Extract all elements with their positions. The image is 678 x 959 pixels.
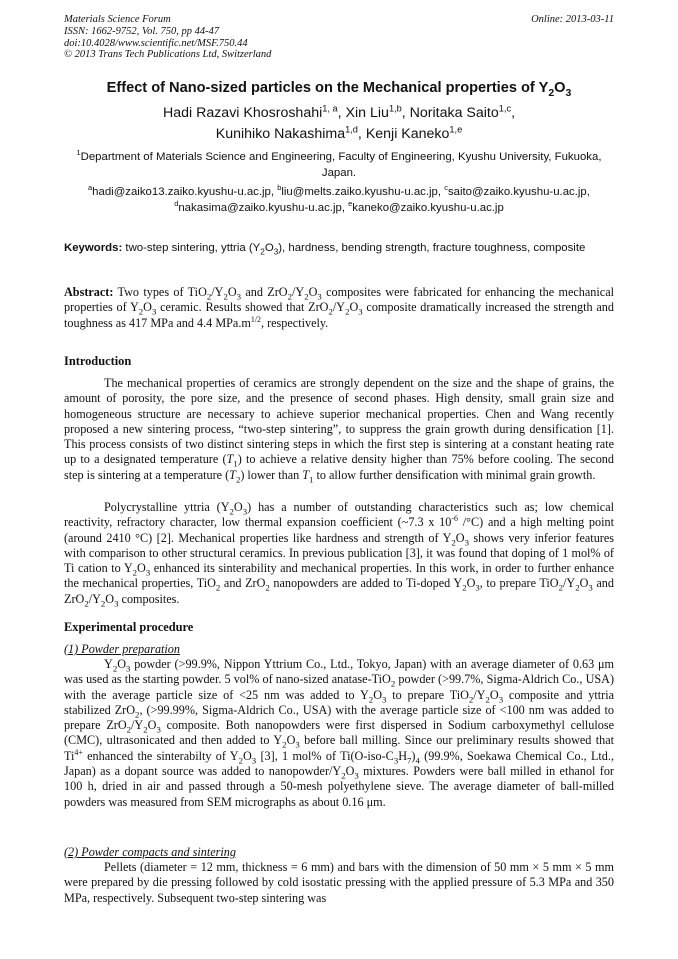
exp-text: powder (>99.9%, Nippon Yttrium Co., Ltd., Tokyo, Japan) with an average diameter of 0.63 μm was used as the starting powder. 5 vol% of nano-sized anatase-TiO <box>64 657 614 687</box>
author-sep: , <box>337 105 346 121</box>
title-subscript: 3 <box>565 86 572 99</box>
exp-text: O <box>117 657 127 671</box>
abstract-sub: 3 <box>358 306 363 317</box>
exp-text: O <box>242 748 252 763</box>
affiliation <box>64 150 614 181</box>
intro-text: /Y <box>88 591 101 606</box>
intro-sub: 2 <box>575 582 580 593</box>
intro-text: O <box>137 561 146 576</box>
exp-sub: 3 <box>354 770 359 781</box>
intro-sub: 2 <box>235 474 241 485</box>
author-list <box>64 103 614 145</box>
keywords-text: O <box>264 242 274 254</box>
intro-sub: 2 <box>451 537 456 548</box>
journal-issn: ISSN: 1662-9752, Vol. 750, pp 44-47 <box>64 25 220 37</box>
intro-sub: 2 <box>215 582 221 593</box>
exp-sub: 2 <box>390 678 396 689</box>
intro-text: /Y <box>563 576 576 591</box>
exp-text: , (>99.99%, Sigma-Aldrich Co., USA) with the average particle size of <100 nm was added to prepare ZrO <box>64 702 614 733</box>
exp-sub: 2 <box>143 724 148 735</box>
exp-text: powder (>99.7%, Sigma-Aldrich Co., USA) with the average particle size of <25 nm was added to Y <box>64 672 615 702</box>
exp-sub: 3 <box>156 724 161 735</box>
affiliation-sup: 1 <box>76 148 81 158</box>
abstract-label: Abstract: <box>64 285 114 299</box>
intro-sub: 3 <box>145 567 151 578</box>
abstract-text: composites were fabricated for enhancing the mechanical properties of Y <box>64 285 614 315</box>
intro-text: O <box>579 576 589 591</box>
subsection-powder-preparation: (1) Powder preparation <box>64 642 180 656</box>
exp-text: mixtures. Powders were ball milled in ethanol for 100 h, dried in air and passed through a 50-mesh polyethylene sieve. The average diameter of ball-milled powders was measured from SEM micrographs as about 0.16 μm. <box>64 764 614 809</box>
email-address: kaneko@zaiko.kyushu-u.ac.jp <box>352 201 504 214</box>
intro-text: O <box>466 576 476 591</box>
intro-text: Polycrystalline yttria (Y <box>104 500 230 514</box>
email-sup: e <box>348 198 353 208</box>
intro-sub: 1 <box>233 458 238 469</box>
intro-sub: 2 <box>132 567 138 578</box>
exp-text: ) <box>411 748 416 763</box>
exp-sub: 2 <box>112 663 118 674</box>
intro-var: T <box>226 452 234 467</box>
intro-sub: 2 <box>265 582 270 593</box>
intro-text: The mechanical properties of ceramics are strongly dependent on the size and the shape of grains, the amount of porosity, the pore size, and the presence of second phases. High density, small grain size and homogeneous structure are necessary to achieve superior mechanical properties. Chen and Wang recently proposed a new sintering process, “two-step sintering”, to suppress the grain growth during densification [1]. This process consists of two distinct sintering steps in which the first step is sintering at a constant heating rate up to a designated temperature ( <box>64 376 614 467</box>
exp-text: (99.9%, Soekawa Chemical Co., Ltd., Japan) as a dopant source was added to nanopowder/Y <box>64 748 614 779</box>
abstract-text: O <box>227 285 237 299</box>
paper-title <box>64 80 614 99</box>
exp-sub: 3 <box>393 755 399 766</box>
introduction-heading: Introduction <box>64 354 132 368</box>
keywords-text: two-step sintering, yttria (Y <box>122 242 261 254</box>
author-sup: 1,c <box>498 103 512 114</box>
email-address: hadi@zaiko13.zaiko.kyushu-u.ac.jp, <box>92 186 278 198</box>
intro-text: /°C) and a high melting point (around 2410 °C) [2]. Mechanical properties like hardness and strength of Y <box>64 515 614 545</box>
author-sep: , <box>511 105 516 121</box>
intro-text: enhanced its sinterability and mechanical properties. In this work, in order to further enhance the mechanical properties, TiO <box>64 561 615 591</box>
intro-var: T <box>229 467 236 482</box>
journal-header <box>64 14 614 61</box>
exp-text: to prepare TiO <box>386 687 469 702</box>
email-address: nakasima@zaiko.kyushu-u.ac.jp, <box>178 201 349 214</box>
affiliation-text: Department of Materials Science and Engineering, Faculty of Engineering, Kyushu University, Fukuoka, Japan. <box>80 151 602 179</box>
intro-sub: 1 <box>309 474 314 485</box>
exp-text: composite and yttria stabilized ZrO <box>64 687 614 717</box>
exp-sub: 3 <box>382 694 387 705</box>
exp-text: /Y <box>131 718 144 733</box>
abstract-text: /Y <box>292 285 305 299</box>
abstract-sub: 3 <box>151 306 157 317</box>
intro-sub: 3 <box>475 582 480 593</box>
abstract-sub: 3 <box>317 291 322 302</box>
intro-text: composites. <box>118 591 180 606</box>
exp-sup: 4+ <box>74 747 83 757</box>
intro-sub: 2 <box>84 598 89 609</box>
email-sup: d <box>174 198 179 208</box>
abstract-text: O <box>143 300 152 315</box>
intro-sub: 3 <box>588 582 593 593</box>
exp-text: [3], 1 mol% of Ti(O-iso-C <box>256 748 394 763</box>
exp-sub: 2 <box>126 724 132 735</box>
exp-sub: 2 <box>368 694 374 705</box>
author-line-1 <box>64 103 614 124</box>
journal-copyright: © 2013 Trans Tech Publications Ltd, Switzerland <box>64 49 272 61</box>
intro-text: , to prepare TiO <box>479 576 559 591</box>
intro-text: nanopowders are added to Ti-doped Y <box>269 576 463 591</box>
abstract-text: composite dramatically increased the strength and toughness as 417 MPa and 4.4 MPa.m <box>64 300 614 330</box>
keywords-label: Keywords: <box>64 242 123 254</box>
keywords-sub: 3 <box>273 247 279 257</box>
exp-text: /Y <box>473 687 486 702</box>
intro-text: shows very inferior features with comparison to other structural ceramics. In previous publication [3], it was found that doping of 1 mol% of Ti cation to Y <box>64 530 614 576</box>
abstract <box>64 285 614 331</box>
intro-text: and ZrO <box>220 576 266 591</box>
abstract-sub: 3 <box>236 291 242 302</box>
experimental-heading: Experimental procedure <box>64 620 194 634</box>
exp-text: O <box>489 687 499 702</box>
subsection-powder-compacts: (2) Powder compacts and sintering <box>64 845 236 859</box>
author-name: Xin Liu <box>345 105 389 121</box>
email-sup: a <box>88 183 93 193</box>
author-name: Kenji Kaneko <box>365 126 450 142</box>
email-sup: c <box>444 183 448 193</box>
author-name: Kunihiko Nakashima <box>215 126 346 142</box>
abstract-text: /Y <box>211 285 224 299</box>
intro-paragraph-2 <box>64 500 614 607</box>
powder-compacts-paragraph: Pellets (diameter = 12 mm, thickness = 6 mm) and bars with the dimension of 50 mm × 5 mm × 5 mm were prepared by die pressing followed by cold isostatic pressing with the applied pressure of 5.3 MPa and 350 MPa, respectively. Subsequent two-step sintering was <box>64 860 614 905</box>
author-sup: 1,b <box>388 103 402 114</box>
exp-sub: 2 <box>485 694 490 705</box>
exp-text: composite. Both nanopowders were first dispersed in Sodium carboxymethyl cellulose (CMC), ultrasonicated and then added to Y <box>64 718 614 748</box>
intro-text: and ZrO <box>64 576 614 606</box>
intro-paragraph-1 <box>64 376 614 483</box>
email-address: saito@zaiko.kyushu-u.ac.jp, <box>447 186 590 198</box>
intro-text: O <box>455 530 465 545</box>
intro-sub: 2 <box>100 598 106 609</box>
exp-text: O <box>147 718 157 733</box>
abstract-sup: 1/2 <box>250 314 261 324</box>
intro-sub: 3 <box>464 537 469 548</box>
author-name: Noritaka Saito <box>409 105 499 121</box>
intro-text: O <box>233 500 243 514</box>
abstract-text: , respectively. <box>261 315 329 330</box>
intro-sub: 3 <box>242 506 248 517</box>
exp-sub: 2 <box>282 739 287 750</box>
abstract-sub: 2 <box>223 291 228 302</box>
exp-text: H <box>398 748 408 763</box>
abstract-text: Two types of TiO <box>113 285 207 299</box>
exp-text: O <box>345 764 355 779</box>
exp-sub: 3 <box>126 663 131 674</box>
exp-sub: 3 <box>498 694 504 705</box>
abstract-sub: 2 <box>345 306 350 317</box>
online-date: Online: 2013-03-11 <box>531 14 614 25</box>
intro-sub: 3 <box>114 598 119 609</box>
author-sup: 1,d <box>345 124 358 135</box>
intro-text: O <box>105 591 115 606</box>
abstract-sub: 2 <box>304 291 309 302</box>
exp-text: before ball milling. Since our preliminary results showed that Ti <box>64 733 614 763</box>
keywords <box>64 241 614 257</box>
exp-text: enhanced the sinterabilty of Y <box>82 748 239 763</box>
abstract-sub: 2 <box>287 291 292 302</box>
intro-text: ) to achieve a relative density higher than 75% before cooling. The second step is sintering at a temperature ( <box>64 452 614 482</box>
abstract-text: ceramic. Results showed that ZrO <box>156 300 329 315</box>
title-subscript: 2 <box>548 86 555 99</box>
exp-sub: 2 <box>341 770 346 781</box>
author-sup: 1,e <box>449 124 463 135</box>
journal-doi: doi:10.4028/www.scientific.net/MSF.750.44 <box>64 37 248 49</box>
author-sup: 1, a <box>322 103 338 114</box>
intro-text: to allow further densification with minimal grain growth. <box>313 467 596 482</box>
email-list <box>64 185 614 216</box>
intro-sup: -6 <box>451 514 458 524</box>
keywords-text: ), hardness, bending strength, fracture toughness, composite <box>278 242 586 254</box>
exp-sub: 7 <box>407 755 412 766</box>
abstract-text: O <box>308 285 318 299</box>
abstract-sub: 2 <box>138 306 144 317</box>
abstract-sub: 2 <box>328 306 333 317</box>
intro-var: T <box>302 467 310 482</box>
email-sup: b <box>277 183 282 193</box>
exp-sub: 2 <box>238 755 243 766</box>
exp-text: O <box>373 687 382 702</box>
intro-sub: 2 <box>462 582 467 593</box>
journal-name: Materials Science Forum <box>64 14 171 25</box>
exp-text: Y <box>104 657 113 671</box>
abstract-sub: 2 <box>206 291 212 302</box>
intro-text: ) lower than <box>240 467 303 482</box>
intro-text: ) has a number of outstanding characteristics such as; low chemical reactivity, refractory character, low thermal expansion coefficient (~7.3 x 10 <box>64 500 614 530</box>
abstract-text: /Y <box>332 300 346 315</box>
exp-sub: 2 <box>468 694 474 705</box>
author-sep: , <box>401 105 410 121</box>
powder-preparation-paragraph <box>64 657 614 810</box>
exp-sub: 4 <box>415 755 420 766</box>
exp-sub: 2 <box>135 709 140 720</box>
author-sep: , <box>357 126 366 142</box>
intro-sub: 2 <box>558 582 563 593</box>
abstract-text: and ZrO <box>241 285 288 299</box>
title-text-o: O <box>554 80 566 96</box>
keywords-sub: 2 <box>260 247 265 257</box>
intro-sub: 2 <box>229 506 234 517</box>
title-text: Effect of Nano-sized particles on the Mechanical properties of Y <box>106 80 549 96</box>
exp-sub: 3 <box>251 755 257 766</box>
author-name: Hadi Razavi Khosroshahi <box>162 105 323 121</box>
abstract-text: O <box>349 300 359 315</box>
exp-sub: 3 <box>295 739 300 750</box>
exp-text: O <box>286 733 296 748</box>
email-address: liu@melts.zaiko.kyushu-u.ac.jp, <box>281 186 445 198</box>
author-line-2 <box>64 124 614 145</box>
